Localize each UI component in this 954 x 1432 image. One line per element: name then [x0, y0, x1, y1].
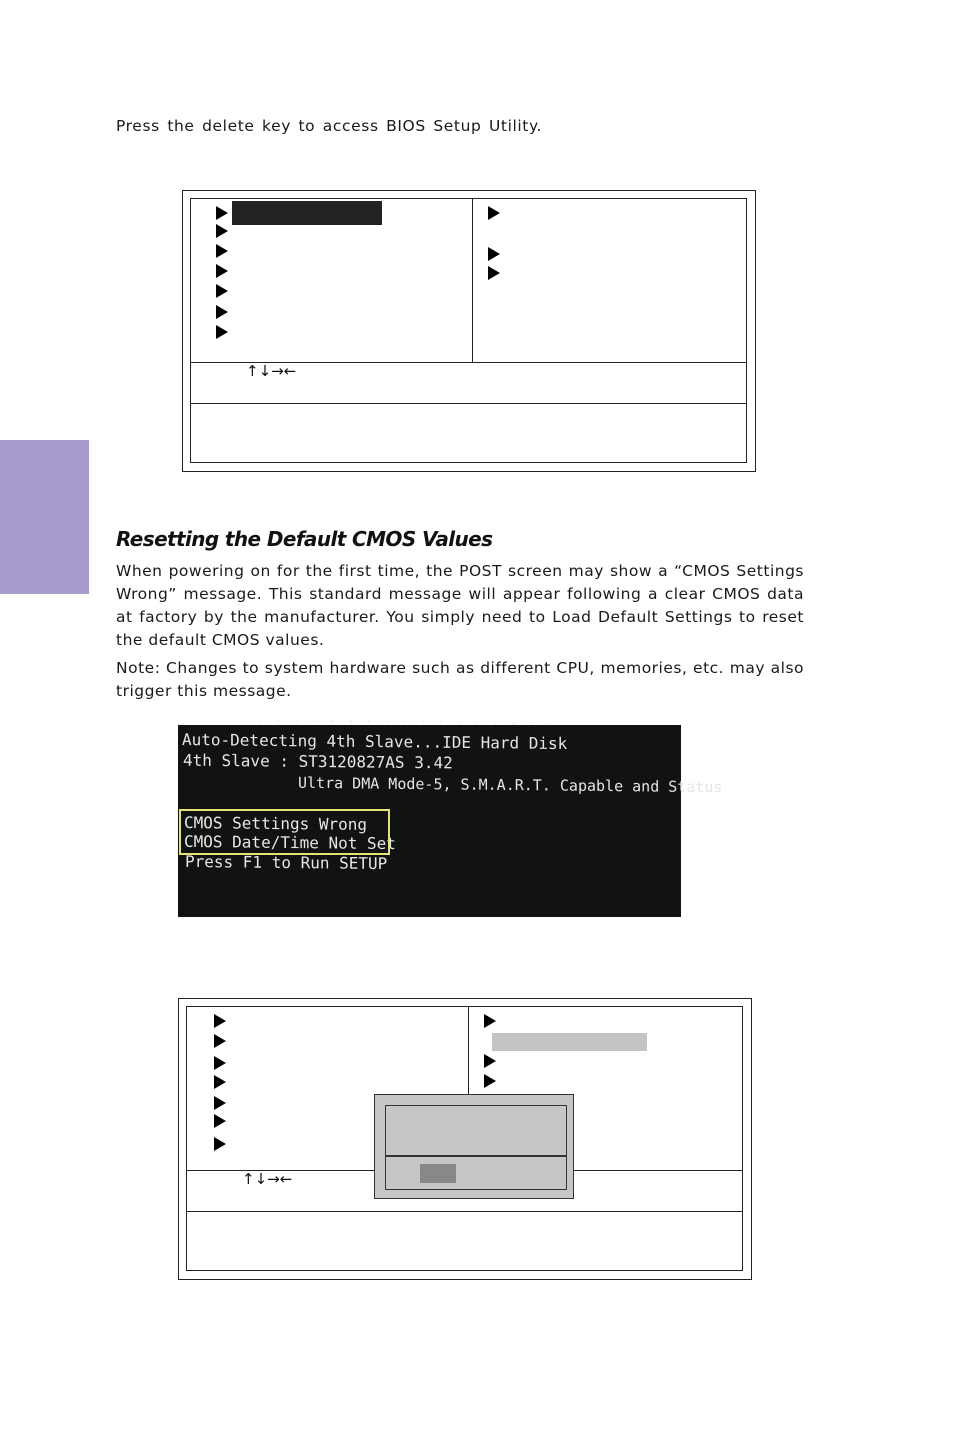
post-screen-photo [178, 711, 723, 917]
dialog-panel [385, 1105, 567, 1190]
post-line: Auto-Detecting 4th Slave...IDE Hard Disk [182, 729, 568, 754]
menu-arrow-icon[interactable] [214, 1096, 226, 1110]
navigation-keys: ↑↓→← [242, 1170, 293, 1188]
post-line: CMOS Date/Time Not Set [184, 831, 396, 854]
menu-arrow-icon[interactable] [214, 1014, 226, 1028]
menu-arrow-icon[interactable] [216, 305, 228, 319]
bios-main-menu-diagram [182, 190, 756, 472]
selected-menu-highlight[interactable] [232, 201, 382, 225]
menu-arrow-icon[interactable] [214, 1056, 226, 1070]
post-line: 4th Slave : ST3120827AS 3.42 [183, 750, 453, 773]
menu-arrow-icon[interactable] [214, 1137, 226, 1151]
menu-arrow-icon[interactable] [488, 266, 500, 280]
bios-frame [190, 198, 747, 463]
menu-arrow-icon[interactable] [214, 1075, 226, 1089]
help-divider [187, 1211, 742, 1212]
load-defaults-dialog [374, 1094, 574, 1199]
selected-menu-highlight[interactable] [492, 1033, 647, 1051]
menu-arrow-icon[interactable] [488, 206, 500, 220]
menu-arrow-icon[interactable] [484, 1054, 496, 1068]
menu-arrow-icon[interactable] [216, 264, 228, 278]
paragraph-2: Note: Changes to system hardware such as different CPU, memories, etc. may also trigger this message. [116, 659, 804, 700]
menu-arrow-icon[interactable] [214, 1034, 226, 1048]
paragraph-1: When powering on for the first time, the POST screen may show a “CMOS Settings Wrong” message. This standard message will appear following a clear CMOS data at factory by the manufacturer. You simply need to Load Default Settings to reset the default CMOS values. [116, 562, 804, 649]
section-title: Resetting the Default CMOS Values [116, 527, 493, 551]
intro-text: Press the delete key to access BIOS Setup Utility. [116, 117, 543, 135]
post-line: CMOS Settings Wrong [184, 813, 368, 834]
post-line: Ultra DMA Mode-5, S.M.A.R.T. Capable and Status [298, 773, 723, 797]
navigation-keys: ↑↓→← [246, 362, 297, 380]
chapter-side-tab [0, 440, 89, 594]
menu-arrow-icon[interactable] [216, 224, 228, 238]
column-divider [472, 199, 473, 362]
post-line-partial: · · · · · · · · · · · · · · · · · · [238, 711, 555, 733]
menu-arrow-icon[interactable] [484, 1074, 496, 1088]
help-divider [191, 403, 746, 404]
menu-arrow-icon[interactable] [216, 325, 228, 339]
cmos-warning-highlight [179, 809, 390, 855]
menu-arrow-icon[interactable] [216, 206, 228, 220]
menu-arrow-icon[interactable] [484, 1014, 496, 1028]
dialog-selected-button[interactable] [420, 1164, 456, 1183]
dialog-divider [385, 1155, 566, 1157]
menu-arrow-icon[interactable] [488, 247, 500, 261]
menu-arrow-icon[interactable] [216, 284, 228, 298]
menu-arrow-icon[interactable] [216, 244, 228, 258]
post-line: Press F1 to Run SETUP [185, 851, 388, 874]
menu-arrow-icon[interactable] [214, 1114, 226, 1128]
